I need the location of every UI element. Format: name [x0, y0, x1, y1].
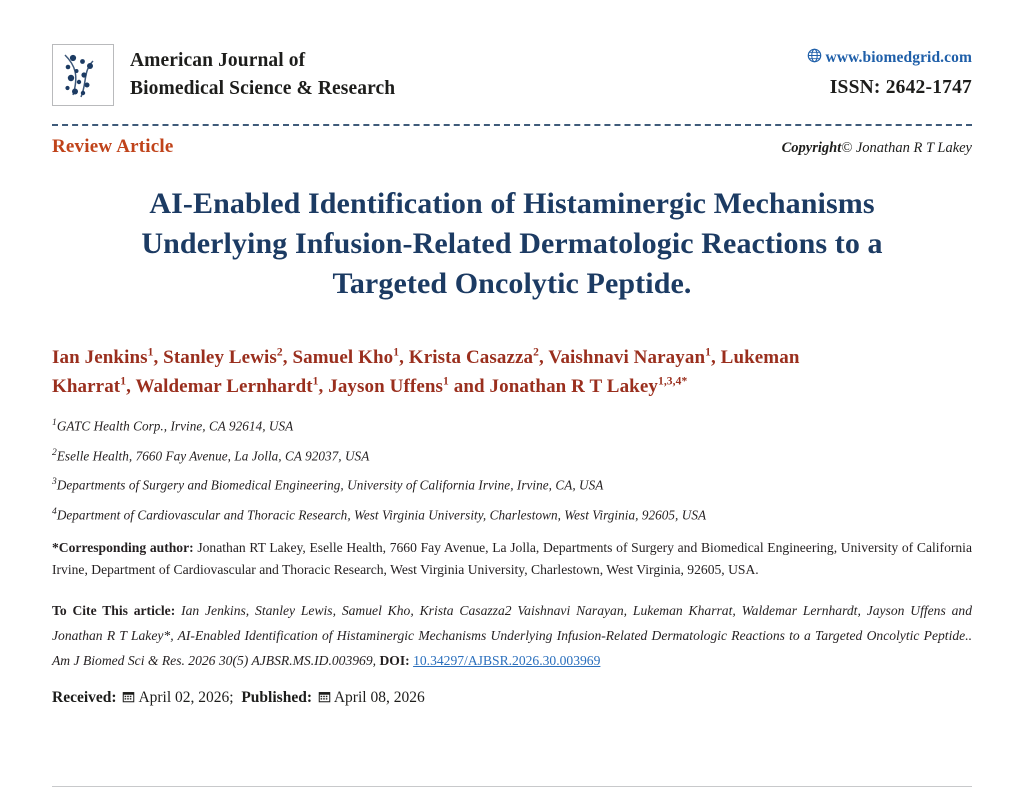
masthead-right — [807, 44, 972, 99]
dna-helix-icon — [53, 45, 113, 105]
doi-label: DOI: — [379, 653, 410, 669]
author-list — [52, 344, 972, 402]
header-divider — [52, 124, 972, 126]
published-label: Published: — [241, 689, 312, 707]
footer-divider — [52, 786, 972, 787]
doi-link[interactable]: 10.34297/AJBSR.2026.30.003969 — [413, 653, 601, 669]
copyright-label: Copyright — [781, 140, 842, 156]
corresponding-author-label: *Corresponding author: — [52, 539, 194, 555]
citation — [52, 598, 972, 673]
author-list-line1: Ian Jenkins$^1$, Stanley Lewis$^2$, Samuel Kho$^1$, Krista Casazza$^2$, Vaishnavi Narayan$^1$, Lukeman — [52, 346, 800, 368]
author-list-line2: Kharrat$^1$, Waldemar Lernhardt$^1$, Jayson Uffens$^1$ and Jonathan R T Lakey$^{1,3,4*}$ — [52, 375, 688, 397]
copyright-notice — [782, 140, 972, 157]
journal-title-line1: American Journal of — [130, 50, 306, 72]
article-type-row — [52, 136, 972, 158]
citation-text: Ian Jenkins, Stanley Lewis, Samuel Kho, Krista Casazza2 Vaishnavi Narayan, Lukeman Kharrat, Waldemar Lernhardt, Jayson Uffens and Jonathan R T Lakey*, AI-Enabled Identification of Histaminergic Mechanisms Underlying Infusion-Related Dermatologic Reactions to a Targeted Oncolytic Peptide.. Am J Biomed Sci & Res. 2026 30(5) AJBSR.MS.ID.003969, — [52, 603, 972, 669]
corresponding-author-text: Jonathan RT Lakey, Eselle Health, 7660 Fay Avenue, La Jolla, Departments of Surgery and Biomedical Engineering, University of California Irvine, Department of Cardiovascular and Thoracic Research, West Virginia University, Charlestown, West Virginia, 92605, USA. — [52, 539, 972, 577]
journal-brand — [52, 44, 395, 106]
article-dates — [52, 689, 972, 708]
calendar-icon — [122, 690, 135, 708]
article-type-label: Review Article — [52, 136, 174, 157]
affiliations — [52, 418, 972, 523]
affiliation-1: $^1$GATC Health Corp., Irvine, CA 92614, USA — [52, 418, 294, 434]
journal-website[interactable] — [807, 48, 972, 68]
page-title: AI-Enabled Identification of Histaminergic Mechanisms Underlying Infusion-Related Dermatologic Reactions to a Targeted Oncolytic Peptide. — [141, 187, 883, 300]
journal-title — [130, 47, 395, 102]
journal-issn: ISSN: 2642-1747 — [829, 77, 972, 98]
journal-website-text: www.biomedgrid.com — [825, 49, 972, 66]
published-date: April 08, 2026 — [333, 689, 425, 707]
received-label: Received: — [52, 689, 117, 707]
masthead — [52, 0, 972, 106]
journal-logo — [52, 44, 114, 106]
affiliation-3: $^3$Departments of Surgery and Biomedical Engineering, University of California Irvine, Irvine, CA, USA — [52, 477, 604, 493]
affiliation-4: $^4$Department of Cardiovascular and Thoracic Research, West Virginia University, Charlestown, West Virginia, 92605, USA — [52, 506, 707, 522]
calendar-icon-published — [318, 690, 331, 708]
received-date: April 02, 2026; — [138, 689, 234, 707]
corresponding-author — [52, 537, 972, 581]
globe-icon — [807, 48, 822, 68]
copyright-holder: © Jonathan R T Lakey — [841, 140, 972, 156]
citation-label: To Cite This article: — [52, 603, 176, 619]
journal-title-line2: Biomedical Science & Research — [130, 78, 396, 99]
affiliation-2: $^2$Eselle Health, 7660 Fay Avenue, La Jolla, CA 92037, USA — [52, 447, 370, 464]
